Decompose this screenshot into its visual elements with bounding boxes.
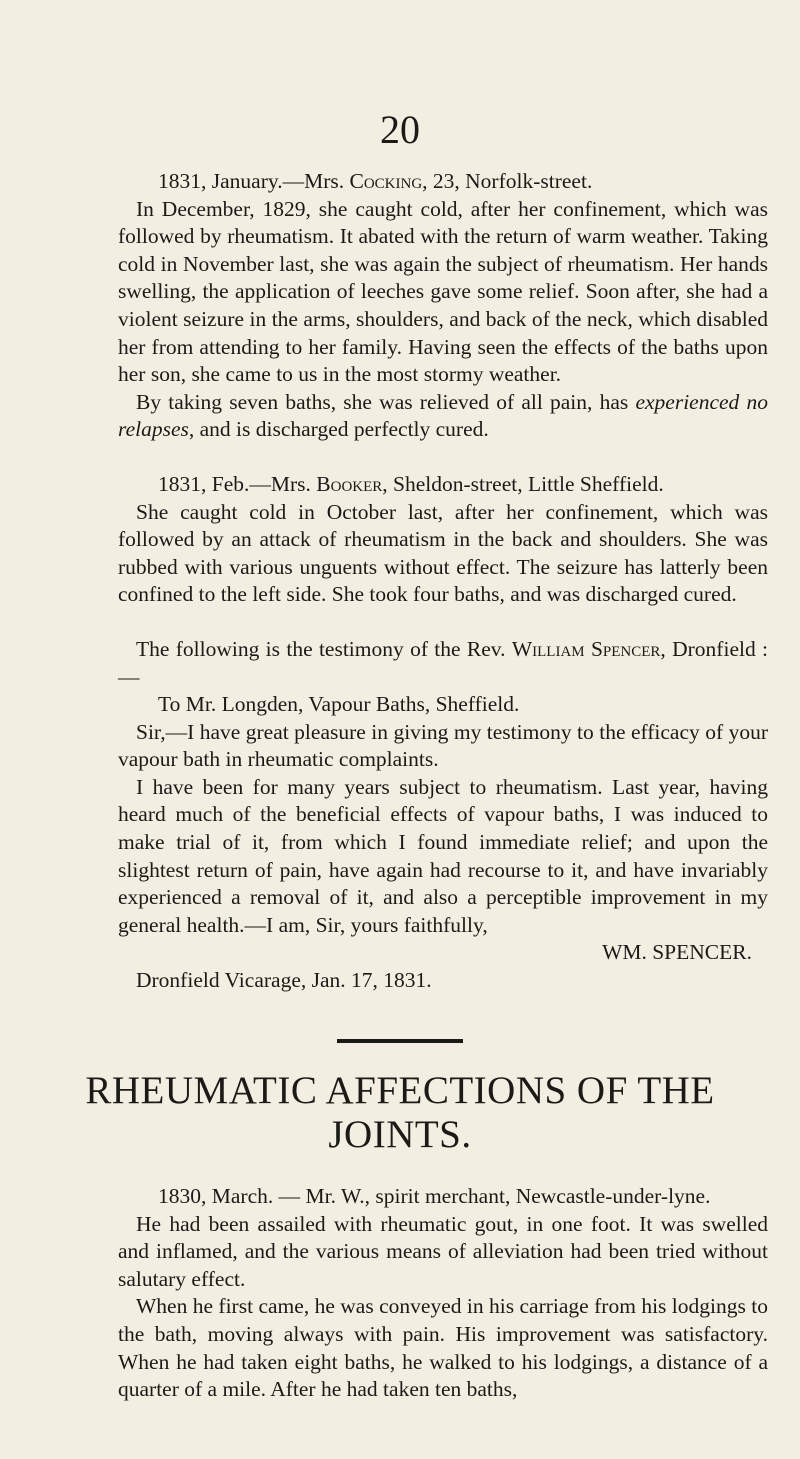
letter-paragraph: Sir,—I have great pleasure in giving my testimony to the efficacy of your vapour bath in rheumatic complaints. bbox=[118, 719, 768, 772]
letter-dateline: Dronfield Vicarage, Jan. 17, 1831. bbox=[136, 968, 432, 993]
italic-phrase: experienced no relapses bbox=[118, 389, 768, 442]
entry-closing: By taking seven baths, she was relieved of all pain, has experienced no relapses, and is discharged perfectly cured. bbox=[118, 389, 768, 442]
letter-signature: WM. SPENCER. bbox=[602, 940, 752, 965]
testimony-intro: The following is the testimony of the Rev. William Spencer, Dronfield :— bbox=[118, 636, 769, 689]
page-number: 20 bbox=[380, 107, 420, 152]
entry-heading: 1831, January.—Mrs. Cocking, 23, Norfolk-street. bbox=[158, 169, 593, 193]
letter-paragraph: I have been for many years subject to rheumatism. Last year, having heard much of the beneficial effects of vapour baths, I was induced to make trial of it, from which I found immediate relief; and upon the slightest return of pain, have again had recourse to it, and have invariably experienced a removal of it, and also a perceptible improvement in my general health.—I am, Sir, yours faithfully, bbox=[118, 774, 768, 937]
case-records bbox=[118, 168, 768, 995]
letter-address: To Mr. Longden, Vapour Baths, Sheffield. bbox=[158, 692, 520, 717]
patient-name: Booker bbox=[316, 471, 383, 496]
entry-heading: 1830, March. — Mr. W., spirit merchant, Newcastle-under-lyne. bbox=[158, 1184, 711, 1208]
testimony-author: William Spencer bbox=[511, 636, 661, 661]
entry-body: He had been assailed with rheumatic gout, in one foot. It was swelled and inflamed, and the various means of alleviation had been tried without salutary effect. bbox=[118, 1211, 768, 1291]
entry-body: When he first came, he was conveyed in his carriage from his lodgings to the bath, moving always with pain. His improvement was satisfactory. When he had taken eight baths, he walked to his lodgings, a distance of a quarter of a mile. After he had taken ten baths, bbox=[118, 1294, 768, 1402]
entry-body: She caught cold in October last, after her confinement, which was followed by an attack of rheumatism in the back and shoulders. She was rubbed with various unguents without effect. The seizure has latterly been confined to the left side. She took four baths, and was discharged cured. bbox=[118, 499, 768, 607]
section-heading: RHEUMATIC AFFECTIONS OF THE JOINTS. bbox=[85, 1069, 715, 1156]
section-body bbox=[118, 1183, 768, 1404]
section-divider bbox=[337, 1039, 463, 1043]
patient-name: Cocking bbox=[349, 169, 423, 193]
entry-heading: 1831, Feb.—Mrs. Booker, Sheldon-street, Little Sheffield. bbox=[158, 471, 664, 496]
entry-body: In December, 1829, she caught cold, after her confinement, which was followed by rheumatism. It abated with the return of warm weather. Taking cold in November last, she was again the subject of rheumatism. Her hands swelling, the application of leeches gave some relief. Soon after, she had a violent seizure in the arms, shoulders, and back of the neck, which disabled her from attending to her family. Having seen the effects of the baths upon her son, she came to us in the most stormy weather. bbox=[118, 196, 768, 387]
